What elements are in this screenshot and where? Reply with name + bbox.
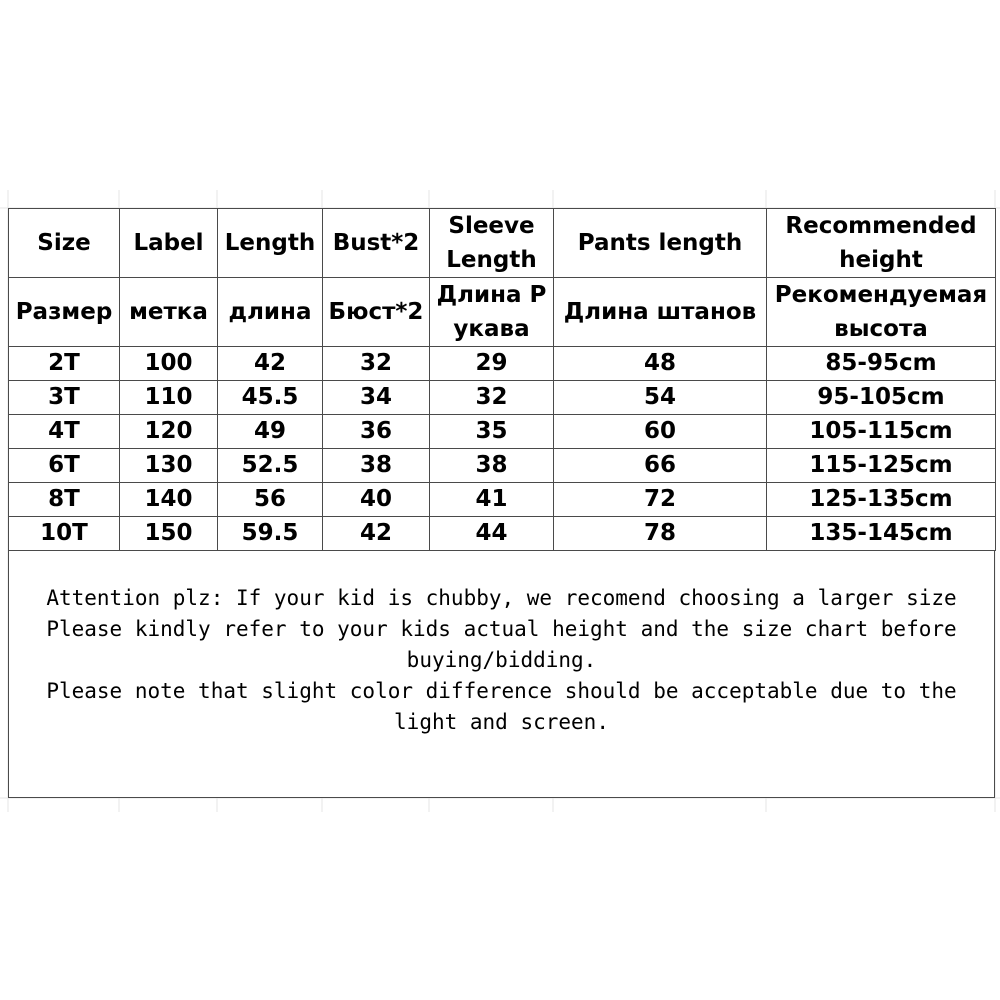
table-row	[9, 347, 996, 381]
notes-box	[8, 551, 995, 798]
cell-sleeve: 41	[430, 483, 554, 517]
table-row	[9, 449, 996, 483]
cell-height: 135-145cm	[767, 517, 996, 551]
cell-pants: 60	[554, 415, 767, 449]
cell-height: 115-125cm	[767, 449, 996, 483]
cell-length: 52.5	[218, 449, 323, 483]
cell-height: 85-95cm	[767, 347, 996, 381]
table-row	[9, 483, 996, 517]
cell-length: 49	[218, 415, 323, 449]
header-length: Length	[218, 209, 323, 278]
cell-pants: 72	[554, 483, 767, 517]
note-refer-height: Please kindly refer to your kids actual height and the size chart before buying/bidding.	[46, 617, 957, 672]
cell-pants: 48	[554, 347, 767, 381]
header-sleeve-length-ru: Длина Р укава	[430, 278, 554, 347]
cell-label: 150	[120, 517, 218, 551]
cell-height: 105-115cm	[767, 415, 996, 449]
cell-pants: 78	[554, 517, 767, 551]
table-row	[9, 415, 996, 449]
cell-bust: 38	[323, 449, 430, 483]
note-chubby-kids: Attention plz: If your kid is chubby, we recomend choosing a larger size	[46, 586, 957, 610]
table-row	[9, 381, 996, 415]
cell-label: 140	[120, 483, 218, 517]
header-bust: Bust*2	[323, 209, 430, 278]
header-recommended-height: Recommended height	[767, 209, 996, 278]
cell-pants: 54	[554, 381, 767, 415]
cell-length: 45.5	[218, 381, 323, 415]
header-row-russian	[9, 278, 996, 347]
cell-bust: 32	[323, 347, 430, 381]
header-bust-ru: Бюст*2	[323, 278, 430, 347]
table-row	[9, 517, 996, 551]
header-pants-length: Pants length	[554, 209, 767, 278]
cell-sleeve: 32	[430, 381, 554, 415]
size-table	[8, 208, 996, 551]
cell-label: 130	[120, 449, 218, 483]
cell-pants: 66	[554, 449, 767, 483]
cell-label: 120	[120, 415, 218, 449]
cell-size: 10T	[9, 517, 120, 551]
header-length-ru: длина	[218, 278, 323, 347]
header-row-english	[9, 209, 996, 278]
cell-sleeve: 38	[430, 449, 554, 483]
cell-bust: 36	[323, 415, 430, 449]
cell-size: 3T	[9, 381, 120, 415]
note-color-difference: Please note that slight color difference should be acceptable due to the light and screen.	[46, 679, 957, 734]
cell-size: 4T	[9, 415, 120, 449]
cell-size: 6T	[9, 449, 120, 483]
cell-sleeve: 29	[430, 347, 554, 381]
cell-label: 110	[120, 381, 218, 415]
cell-sleeve: 35	[430, 415, 554, 449]
header-sleeve-length: Sleeve Length	[430, 209, 554, 278]
cell-sleeve: 44	[430, 517, 554, 551]
header-pants-length-ru: Длина штанов	[554, 278, 767, 347]
header-label: Label	[120, 209, 218, 278]
cell-length: 42	[218, 347, 323, 381]
header-label-ru: метка	[120, 278, 218, 347]
cell-length: 56	[218, 483, 323, 517]
cell-bust: 40	[323, 483, 430, 517]
cell-length: 59.5	[218, 517, 323, 551]
cell-size: 2T	[9, 347, 120, 381]
cell-height: 95-105cm	[767, 381, 996, 415]
header-recommended-height-ru: Рекомендуемая высота	[767, 278, 996, 347]
cell-size: 8T	[9, 483, 120, 517]
cell-bust: 34	[323, 381, 430, 415]
cell-bust: 42	[323, 517, 430, 551]
cell-label: 100	[120, 347, 218, 381]
header-size-ru: Размер	[9, 278, 120, 347]
header-size: Size	[9, 209, 120, 278]
cell-height: 125-135cm	[767, 483, 996, 517]
